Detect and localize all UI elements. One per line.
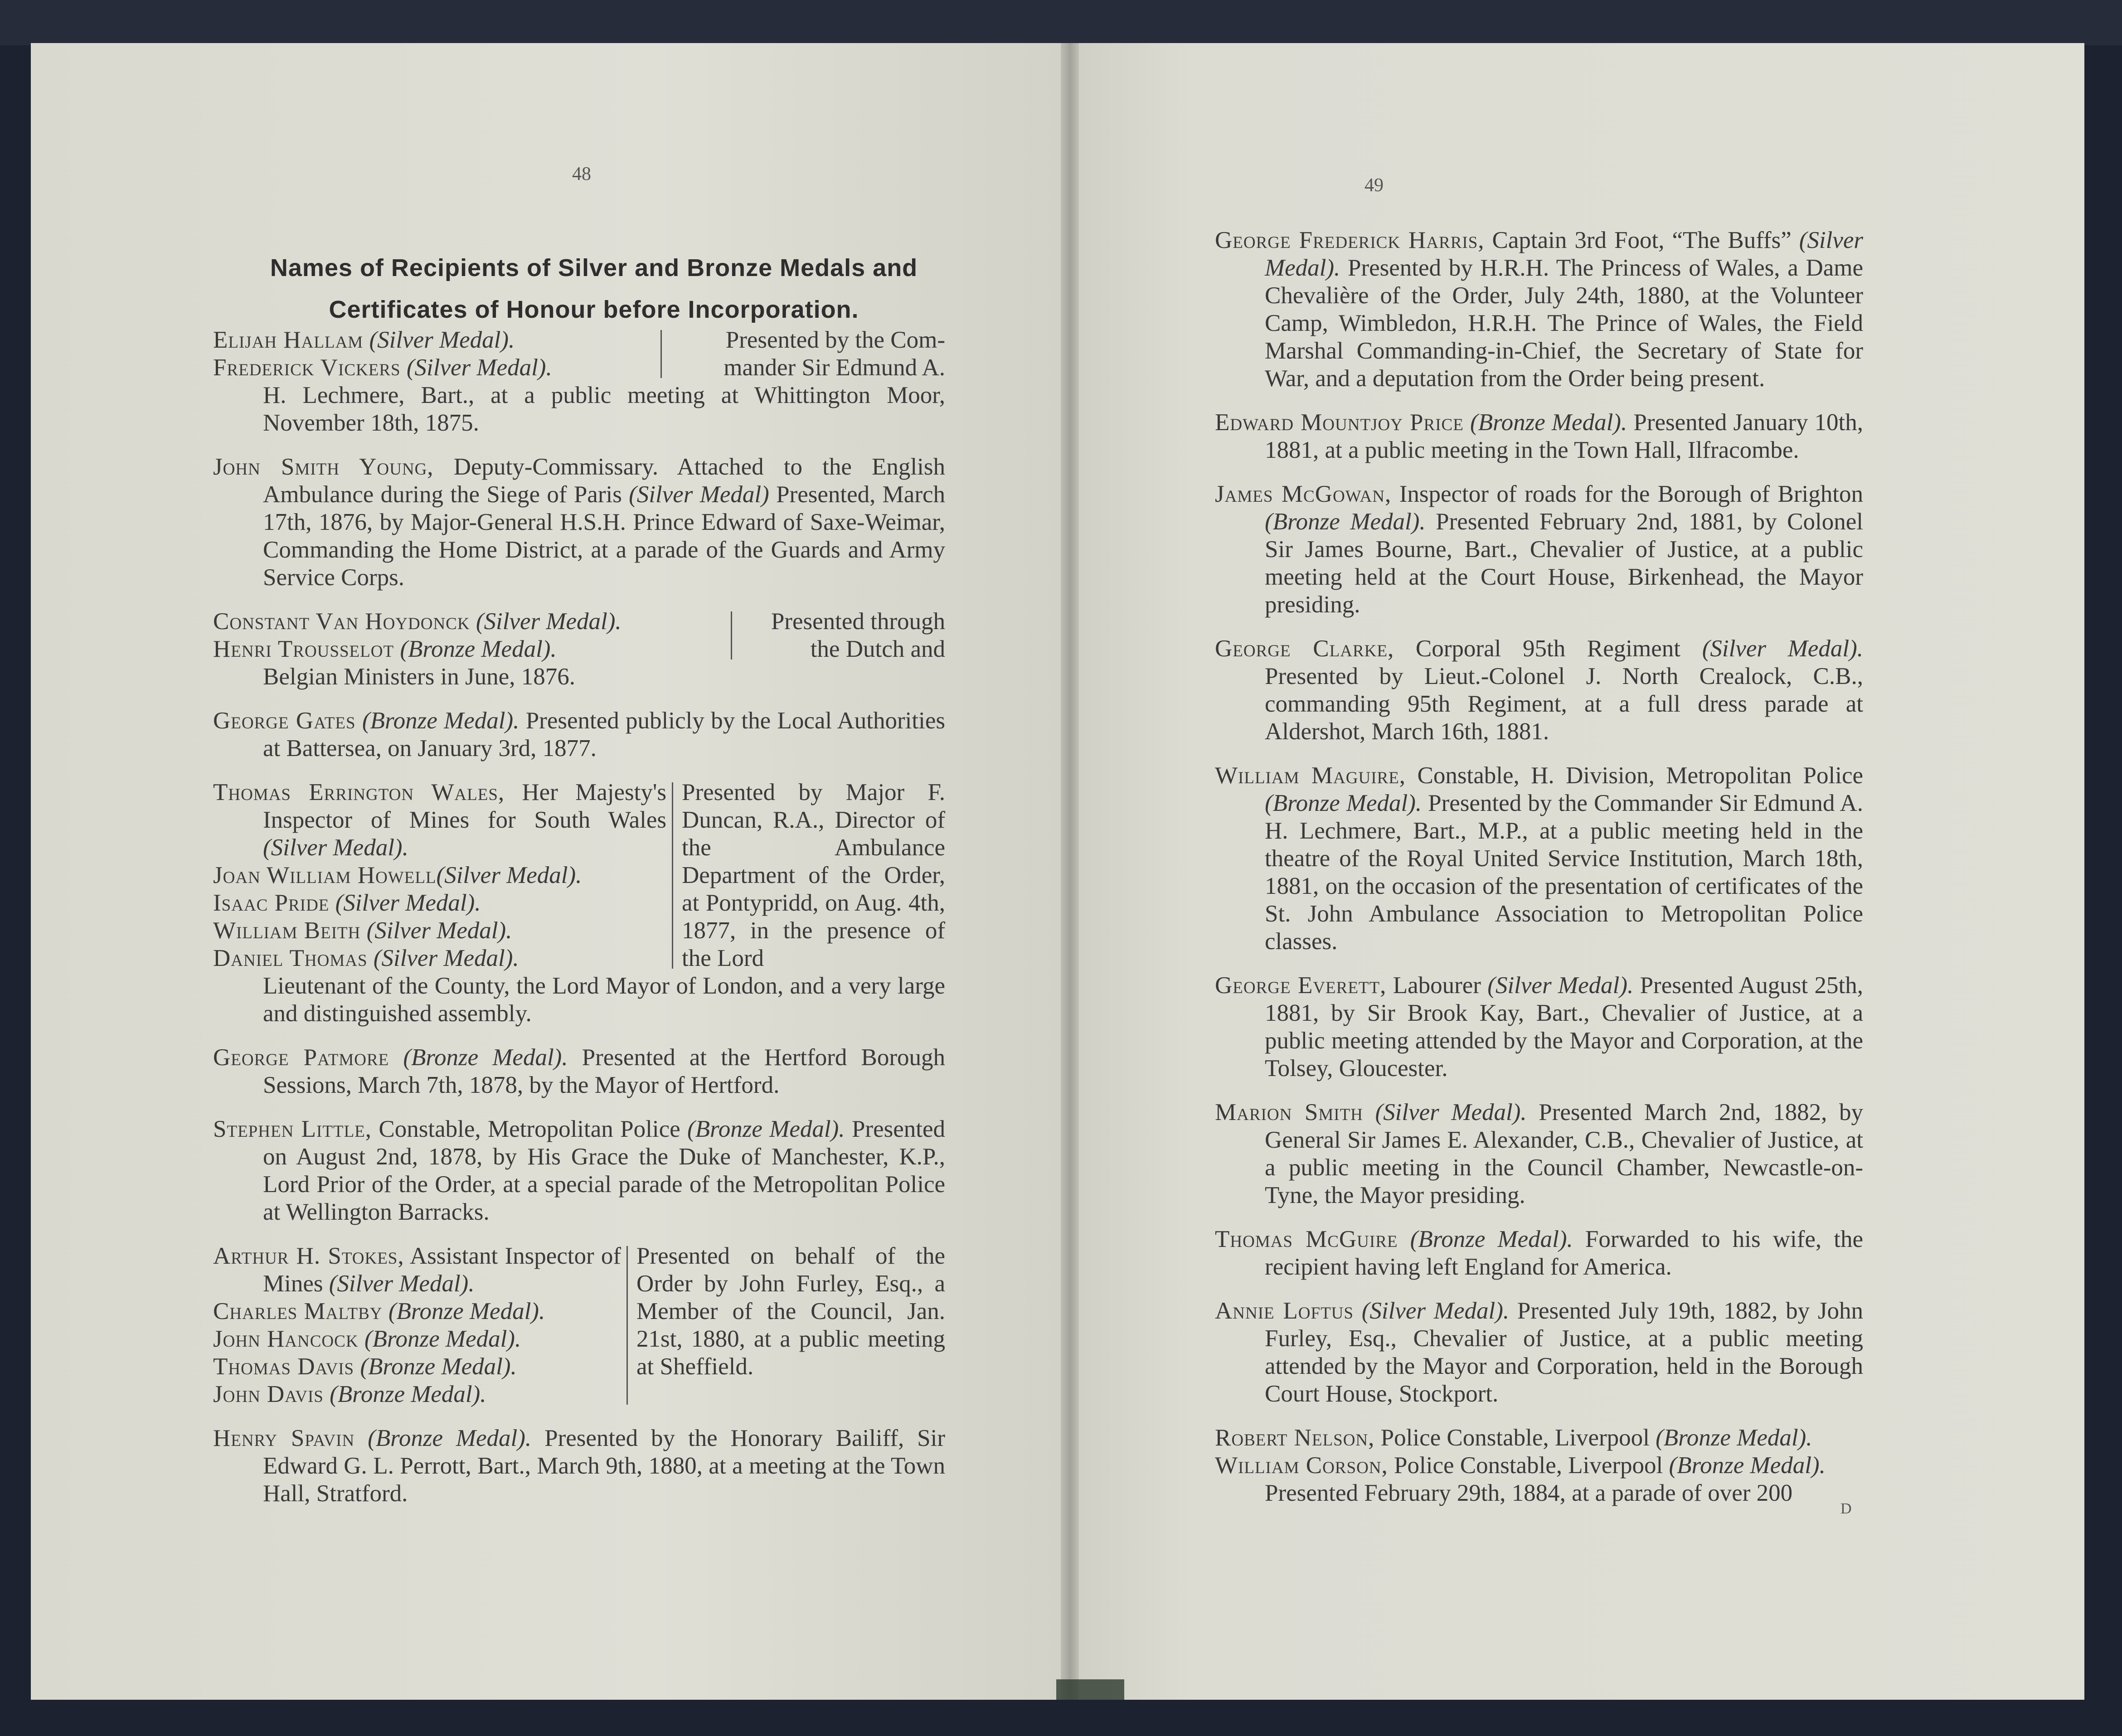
page-number-left: 48 xyxy=(572,164,591,184)
medal-type: (Silver Medal). xyxy=(366,917,512,944)
recipient-name: John Hancock xyxy=(213,1326,359,1352)
entry-spavin: Henry Spavin (Bronze Medal). Presented by the Honorary Bailiff, Sir Edward G. L. Perrott, Bart., March 9th, 1880, at a meeting at the Town Hall, Stratford. xyxy=(213,1425,946,1507)
presentation-text: H. Lechmere, Bart., at a public meeting at Whittington Moor, November 18th, 1875. xyxy=(263,382,945,436)
recipient-name: Stephen Little, xyxy=(213,1116,372,1142)
presentation-text: Presented by Major F. Duncan, R.A., Director of the Ambulance Department of the Order, at Pontypridd, on Aug. 4th, 1877, in the presence of the Lord xyxy=(682,779,945,971)
page-heading xyxy=(181,247,1006,330)
recipient-name: Constant Van Hoydonck xyxy=(213,608,470,635)
presentation-text: Presented by the Com- xyxy=(725,327,945,353)
medal-type: (Bronze Medal). xyxy=(403,1044,568,1071)
recipient-name: Thomas McGuire xyxy=(1215,1226,1398,1252)
medal-type: (Bronze Medal). xyxy=(388,1298,545,1324)
recipient-name: Henri Trousselot xyxy=(213,636,394,662)
entry-clarke: George Clarke, Corporal 95th Regiment (Silver Medal). Presented by Lieut.-Colonel J. North Crealock, C.B., commanding 95th Regiment, at a full dress parade at Aldershot, March 16th, 1881. xyxy=(1215,635,1863,745)
recipient-name: Daniel Thomas xyxy=(213,945,368,971)
recipient-name: Frederick Vickers xyxy=(213,354,401,381)
recipient-name: George Clarke, xyxy=(1215,635,1394,662)
recipient-name: Henry Spavin xyxy=(213,1425,355,1451)
medal-type: (Silver Medal). xyxy=(335,890,481,916)
recipient-name: Isaac Pride xyxy=(213,890,330,916)
medal-type: (Bronze Medal). xyxy=(1265,790,1422,816)
recipient-name: Elijah Hallam xyxy=(213,327,364,353)
presentation-text: Presented through xyxy=(771,608,945,635)
entry-hoydonck-trousselot xyxy=(213,608,945,691)
recipient-name: James McGowan, xyxy=(1215,481,1392,507)
recipient-name: George Frederick Harris, xyxy=(1215,227,1485,253)
brace xyxy=(655,326,670,382)
medal-type: (Silver Medal). xyxy=(436,862,582,888)
medal-type: (Silver Medal). xyxy=(1265,227,1863,281)
medal-type: (Silver Medal). xyxy=(373,945,519,971)
medal-type: (Silver Medal). xyxy=(1487,972,1634,999)
recipient-name: Thomas Errington Wales, xyxy=(213,779,505,805)
entry-wales-group: Thomas Errington Wales, Her Majesty's Inspector of Mines for South Wales (Silver Medal). Joan William Howell(Silver Medal). Isaac Pride (Silver Medal). William Beith (Silver Medal). Daniel Thomas (Silver Medal). Presented by Major F. Duncan, R.A., Director of the Ambulance Department of the Order, at Pontypridd, on Aug. 4th, 1877, in the presence of the Lord Lieutenant of the County, the Lord Mayor of London, and a very large and distinguished assembly. xyxy=(213,779,945,1027)
recipient-name: Joan William Howell xyxy=(213,862,437,888)
entry-young: John Smith Young, Deputy-Commissary. Attached to the English Ambulance during the Siege of Paris (Silver Medal) Presented, March 17th, 1876, by Major-General H.S.H. Prince Edward of Saxe-Weimar, Commanding the Home District, at a parade of the Guards and Army Service Corps. xyxy=(213,454,946,591)
entry-maguire: William Maguire, Constable, H. Division, Metropolitan Police (Bronze Medal). Presented by the Commander Sir Edmund A. H. Lechmere, Bart., M.P., at a public meeting held in the theatre of the Royal United Service Institution, March 18th, 1881, on the occasion of the presentation of certificates of the St. John Ambulance Association to Metropolitan Police classes. xyxy=(1215,762,1863,955)
medal-type: (Silver Medal). xyxy=(329,1270,475,1297)
presentation-text: Presented on behalf of the Order by John Furley, Esq., a Member of the Council, Jan. 21st, 1880, at a public meeting at Sheffield. xyxy=(636,1243,945,1380)
entry-patmore: George Patmore (Bronze Medal). Presented at the Hertford Borough Sessions, March 7th, 1878, by the Mayor of Hertford. xyxy=(213,1044,945,1098)
presentation-text: Lieutenant of the County, the Lord Mayor of London, and a very large and distinguished assembly. xyxy=(263,973,945,1027)
medal-type: (Bronze Medal). xyxy=(687,1116,845,1142)
medal-type: (Silver Medal). xyxy=(406,354,552,381)
brace xyxy=(621,1242,636,1408)
entry-hallam-vickers xyxy=(213,326,945,437)
page-number-right: 49 xyxy=(1364,175,1384,196)
recipient-name: William Corson, xyxy=(1215,1452,1388,1479)
medal-type: (Bronze Medal). xyxy=(1669,1452,1826,1479)
medal-type: (Bronze Medal). xyxy=(364,1326,521,1352)
medal-type: (Silver Medal). xyxy=(263,834,408,861)
heading-line-2: Certificates of Honour before Incorporation. xyxy=(329,296,859,323)
right-column xyxy=(1215,227,1863,1507)
entry-loftus: Annie Loftus (Silver Medal). Presented July 19th, 1882, by John Furley, Esq., Chevalier of Justice, at a public meeting attended by the Mayor and Corporation, held in the Borough Court House, Stockport. xyxy=(1215,1298,1863,1407)
entry-mcguire: Thomas McGuire (Bronze Medal). Forwarded to his wife, the recipient having left England for America. xyxy=(1215,1226,1863,1280)
medal-type: (Silver Medal). xyxy=(369,327,515,353)
book-gutter xyxy=(1061,43,1079,1700)
recipient-name: Marion Smith xyxy=(1215,1099,1363,1125)
recipient-name: Edward Mountjoy Price xyxy=(1215,409,1464,436)
spine-binding xyxy=(1056,1679,1124,1700)
entry-harris: George Frederick Harris, Captain 3rd Foot, “The Buffs” (Silver Medal). Presented by H.R.H. The Princess of Wales, a Dame Chevalière of the Order, July 24th, 1880, at the Volunteer Camp, Wimbledon, H.R.H. The Prince of Wales, the Field Marshal Commanding-in-Chief, the Secretary of State for War, and a deputation from the Order being present. xyxy=(1215,227,1863,392)
medal-type: (Silver Medal). xyxy=(1702,635,1863,662)
medal-type: (Bronze Medal). xyxy=(368,1425,532,1451)
entry-little: Stephen Little, Constable, Metropolitan Police (Bronze Medal). Presented on August 2nd, 1878, by His Grace the Duke of Manchester, K.P., Lord Prior of the Order, at a special parade of the Metropolitan Police at Wellington Barracks. xyxy=(213,1116,945,1225)
signature-mark: D xyxy=(1840,1500,1852,1517)
recipient-name: Charles Maltby xyxy=(213,1298,383,1324)
recipient-name: Annie Loftus xyxy=(1215,1298,1354,1324)
recipient-name: John Davis xyxy=(213,1381,324,1407)
backdrop xyxy=(0,0,2122,45)
recipient-name: George Everett, xyxy=(1215,972,1387,999)
medal-type: (Bronze Medal). xyxy=(400,636,557,662)
medal-type: (Bronze Medal). xyxy=(362,708,520,734)
entry-stokes-group: Arthur H. Stokes, Assistant Inspector of Mines (Silver Medal). Charles Maltby (Bronze Medal). John Hancock (Bronze Medal). Thomas Davis (Bronze Medal). John Davis (Bronze Medal). Presented on behalf of the Order by John Furley, Esq., a Member of the Council, Jan. 21st, 1880, at a public meeting at Sheffield. xyxy=(213,1243,945,1407)
recipient-name: William Beith xyxy=(213,917,361,944)
medal-type: (Bronze Medal). xyxy=(330,1381,486,1407)
brace xyxy=(725,608,741,663)
heading-line-1: Names of Recipients of Silver and Bronze Medals and xyxy=(270,254,918,281)
recipient-name: Thomas Davis xyxy=(213,1353,354,1380)
entry-nelson-corson: Robert Nelson, Police Constable, Liverpool (Bronze Medal). William Corson, Police Constable, Liverpool (Bronze Medal). Presented February 29th, 1884, at a parade of over 200 xyxy=(1215,1424,1863,1507)
recipient-name: Robert Nelson, xyxy=(1215,1425,1375,1451)
left-column xyxy=(213,326,945,1524)
recipient-name: Arthur H. Stokes, xyxy=(213,1243,404,1269)
medal-type: (Bronze Medal). xyxy=(1265,509,1426,535)
presentation-text: Presented February 29th, 1884, at a parade of over 200 xyxy=(1265,1480,1793,1506)
presentation-text: Belgian Ministers in June, 1876. xyxy=(263,664,575,690)
medal-type: (Bronze Medal). xyxy=(1410,1226,1573,1252)
medal-type: (Silver Medal). xyxy=(1361,1298,1510,1324)
recipient-name: John Smith Young, xyxy=(213,454,434,480)
recipient-name: George Patmore xyxy=(213,1044,389,1071)
recipient-name: George Gates xyxy=(213,708,356,734)
recipient-name: William Maguire, xyxy=(1215,762,1406,789)
presentation-text: the Dutch and xyxy=(810,636,945,662)
medal-type: (Bronze Medal). xyxy=(360,1353,517,1380)
entry-mcgowan: James McGowan, Inspector of roads for the Borough of Brighton (Bronze Medal). Presented February 2nd, 1881, by Colonel Sir James Bourne, Bart., Chevalier of Justice, at a public meeting held at the Court House, Birkenhead, the Mayor presiding. xyxy=(1215,481,1863,618)
medal-type: (Bronze Medal). xyxy=(1656,1425,1812,1451)
entry-everett: George Everett, Labourer (Silver Medal). Presented August 25th, 1881, by Sir Brook Kay, Bart., Chevalier of Justice, at a public meeting attended by the Mayor and Corporation, at the Tolsey, Gloucester. xyxy=(1215,972,1863,1081)
entry-smith: Marion Smith (Silver Medal). Presented March 2nd, 1882, by General Sir James E. Alexander, C.B., Chevalier of Justice, at a public meeting in the Council Chamber, Newcastle-on-Tyne, the Mayor presiding. xyxy=(1215,1099,1864,1208)
medal-type: (Silver Medal). xyxy=(1375,1099,1527,1125)
brace xyxy=(666,779,682,972)
entry-price: Edward Mountjoy Price (Bronze Medal). Presented January 10th, 1881, at a public meeting in the Town Hall, Ilfracombe. xyxy=(1215,409,1863,463)
medal-type: (Bronze Medal). xyxy=(1470,409,1627,436)
medal-type: (Silver Medal). xyxy=(476,608,622,635)
presentation-text: mander Sir Edmund A. xyxy=(724,354,945,381)
medal-type: (Silver Medal) xyxy=(629,481,769,508)
entry-gates: George Gates (Bronze Medal). Presented publicly by the Local Authorities at Battersea, on January 3rd, 1877. xyxy=(213,708,945,761)
